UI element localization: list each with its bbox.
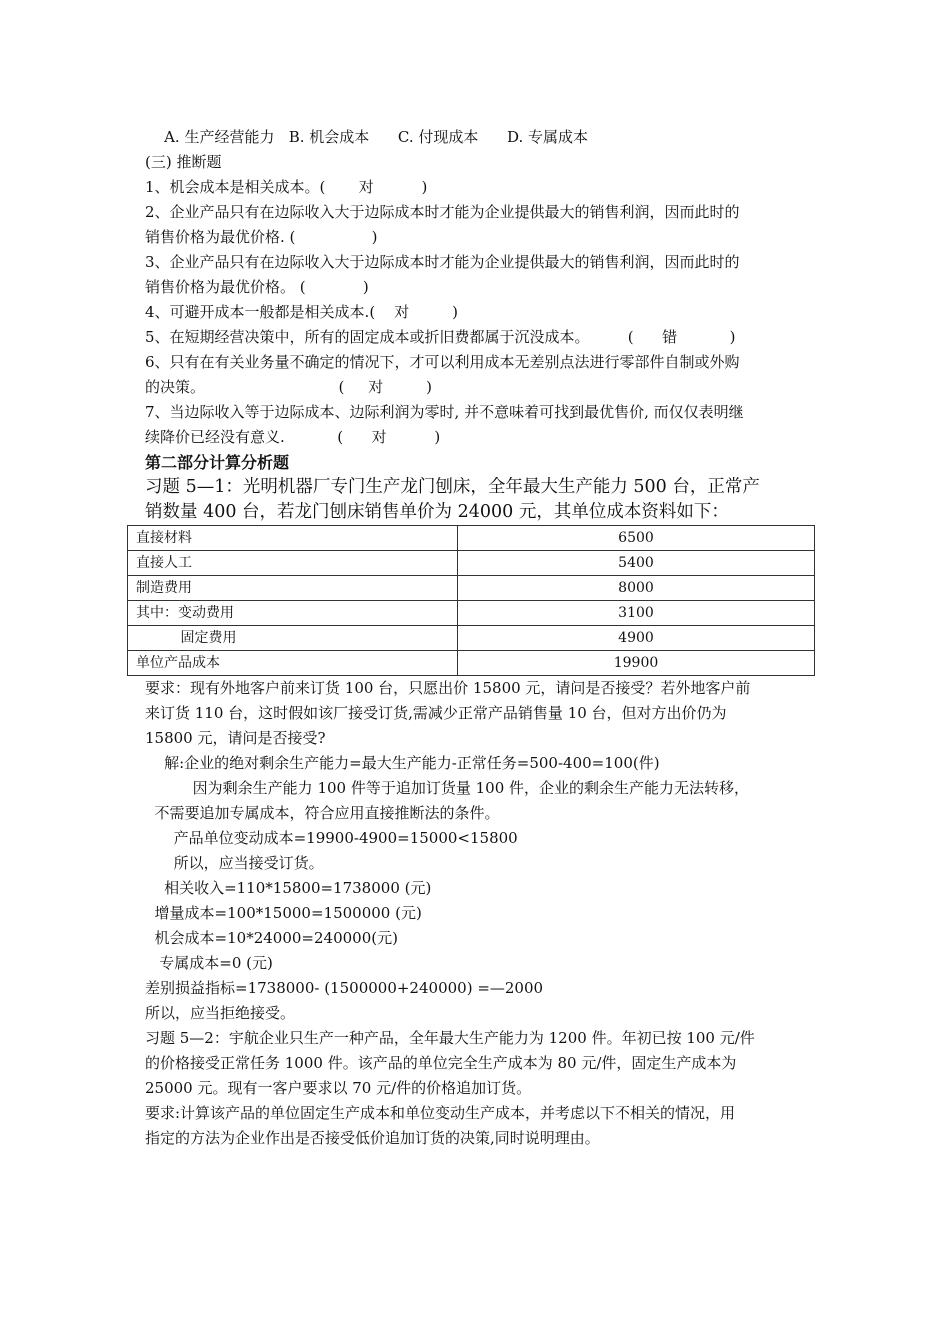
section-heading-judgment: (三) 推断题 [145,153,222,171]
text-line: 5、在短期经营决策中，所有的固定成本或折旧费都属于沉没成本。 ( 错 ) [145,328,736,346]
cost-item: 制造费用 [128,576,458,601]
judgment-questions [145,175,815,450]
text-line: 来订货 110 台，这时假如该厂接受订货,需减少正常产品销售量 10 台，但对方出价仍为 [145,704,727,722]
text-line: 专属成本=0 (元) [145,954,273,972]
cost-value: 8000 [458,576,815,601]
text-line: 3、企业产品只有在边际收入大于边际成本时才能为企业提供最大的销售利润，因而此时的 [145,253,740,271]
choice-options: A. 生产经营能力 B. 机会成本 C. 付现成本 D. 专属成本 [145,128,589,146]
cost-value: 4900 [458,626,815,651]
exercise-1-intro-line: 销数量 400 台，若龙门刨床销售单价为 24000 元，其单位成本资料如下： [145,502,729,522]
text-line: 相关收入=110*15800=1738000 (元) [145,879,432,897]
table-row [128,576,815,601]
exercise-1-intro-line: 习题 5—1：光明机器厂专门生产龙门刨床，全年最大生产能力 500 台，正常产 [145,477,760,497]
table-row [128,651,815,676]
text-line: 指定的方法为企业作出是否接受低价追加订货的决策,同时说明理由。 [145,1129,600,1147]
text-line: 6、只有在有关业务量不确定的情况下，才可以利用成本无差别点法进行零部件自制或外购 [145,353,740,371]
text-line: 1、机会成本是相关成本。( 对 ) [145,178,428,196]
text-line: 2、企业产品只有在边际收入大于边际成本时才能为企业提供最大的销售利润，因而此时的 [145,203,740,221]
cost-value: 6500 [458,526,815,551]
cost-value: 3100 [458,601,815,626]
text-line: 4、可避开成本一般都是相关成本.( 对 ) [145,303,459,321]
text-line: 所以，应当接受订货。 [145,854,324,872]
exercise-1-solution [145,676,815,1026]
exercise-2 [145,1026,815,1151]
text-line: 产品单位变动成本=19900-4900=15000<15800 [145,829,518,847]
text-line: 的决策。 ( 对 ) [145,378,432,396]
text-line: 差别损益指标=1738000- (1500000+240000) =—2000 [145,979,544,997]
table-row [128,601,815,626]
text-line: 要求：现有外地客户前来订货 100 台，只愿出价 15800 元，请问是否接受？若外地客户前 [145,679,751,697]
unit-cost-table [127,525,815,676]
text-line: 续降价已经没有意义. ( 对 ) [145,428,441,446]
text-line: 机会成本=10*24000=240000(元) [145,929,398,947]
cost-item: 直接材料 [128,526,458,551]
cost-value: 19900 [458,651,815,676]
cost-value: 5400 [458,551,815,576]
part-two-title: 第二部分计算分析题 [145,453,290,472]
text-line: 习题 5—2：宇航企业只生产一种产品，全年最大生产能力为 1200 件。年初已按 100 元/件 [145,1029,755,1047]
document-page [136,125,815,1151]
text-line: 增量成本=100*15000=1500000 (元) [145,904,422,922]
text-line: 的价格接受正常任务 1000 件。该产品的单位完全生产成本为 80 元/件，固定生产成本为 [145,1054,737,1072]
text-line: 因为剩余生产能力 100 件等于追加订货量 100 件，企业的剩余生产能力无法转移， [145,779,750,797]
text-line: 15800 元，请问是否接受? [145,729,326,747]
text-line: 不需要追加专属成本，符合应用直接推断法的条件。 [145,804,500,822]
cost-item: 固定费用 [128,626,458,651]
text-line: 所以，应当拒绝接受。 [145,1004,296,1022]
text-line: 销售价格为最优价格。 ( ) [145,278,369,296]
text-line: 解:企业的绝对剩余生产能力=最大生产能力-正常任务=500-400=100(件) [145,754,660,772]
cost-item: 直接人工 [128,551,458,576]
table-row [128,551,815,576]
table-row [128,526,815,551]
cost-item: 其中：变动费用 [128,601,458,626]
text-line: 25000 元。现有一客户要求以 70 元/件的价格追加订货。 [145,1079,532,1097]
text-line: 要求:计算该产品的单位固定生产成本和单位变动生产成本，并考虑以下不相关的情况，用 [145,1104,736,1122]
text-line: 销售价格为最优价格. ( ) [145,228,378,246]
cost-item: 单位产品成本 [128,651,458,676]
table-row [128,626,815,651]
text-line: 7、当边际收入等于边际成本、边际利润为零时, 并不意味着可找到最优售价, 而仅仅表明继 [145,403,744,421]
